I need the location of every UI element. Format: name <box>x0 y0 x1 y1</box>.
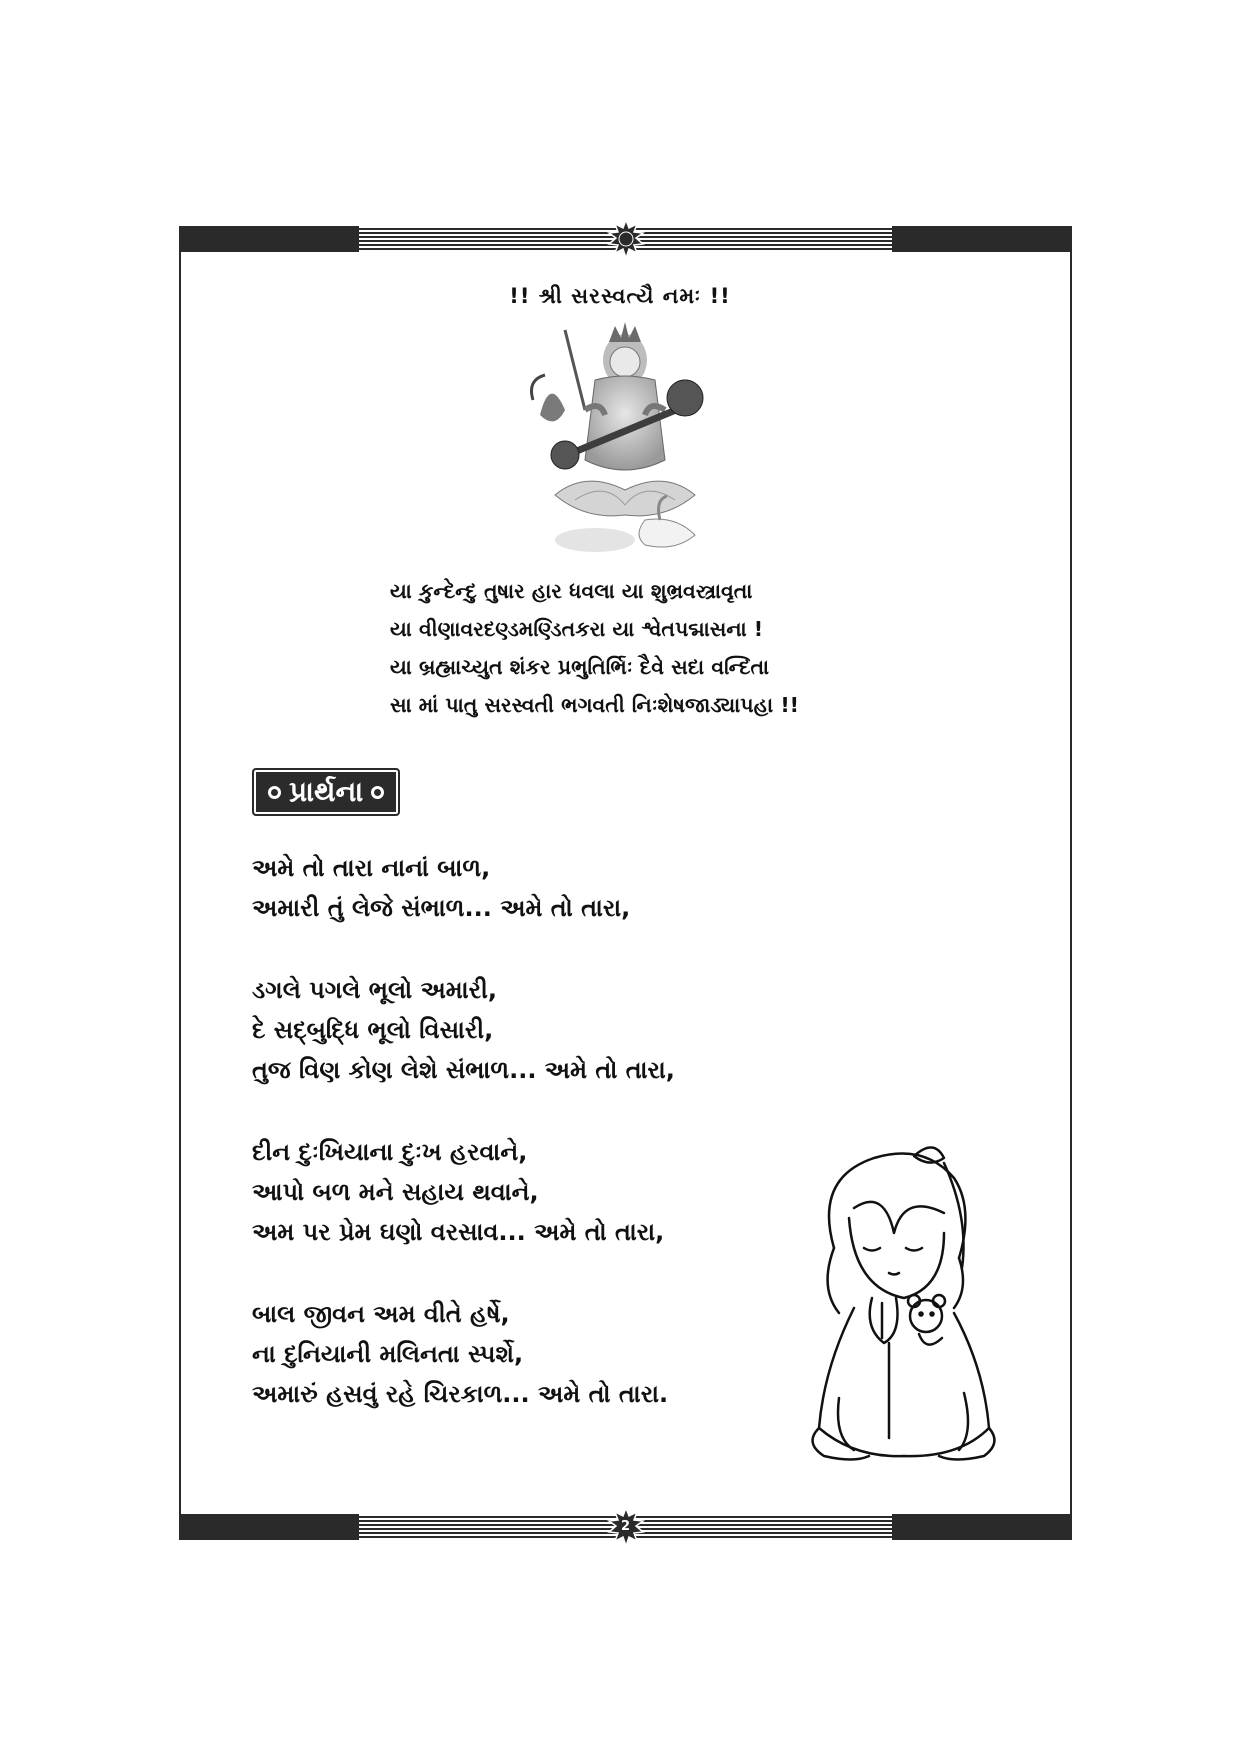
shloka-line: યા બ્રહ્માચ્યુત શંકર પ્રભુતિર્ભિઃ દૈવે સદા વન્દિતા <box>390 655 770 679</box>
invocation-heading: !! શ્રી સરસ્વત્યૈ નમઃ !! <box>509 284 731 308</box>
bottom-border-band <box>179 1514 1072 1540</box>
saraswati-image <box>525 320 725 560</box>
poem-line: દીન દુઃખિયાના દુઃખ હરવાને, <box>252 1138 528 1166</box>
poem-stanza <box>252 848 812 928</box>
poem-line: આપો બળ મને સહાય થવાને, <box>252 1178 539 1206</box>
ring-icon <box>268 786 281 799</box>
shloka-line: યા વીણાવરદણ્ડમણ્ડિતકરા યા શ્વેતપદ્માસના ! <box>390 617 764 641</box>
shloka-line: સા માં પાતુ સરસ્વતી ભગવતી નિઃશેષજાડ્યાપહા !! <box>390 693 800 717</box>
section-title: પ્રાર્થના <box>289 775 364 808</box>
poem-line: બાલ જીવન અમ વીતે હર્ષે, <box>252 1300 510 1328</box>
poem-line: અમારી તું લેજે સંભાળ... અમે તો તારા, <box>252 894 631 922</box>
poem-line: અમ પર પ્રેમ ઘણો વરસાવ... અમે તો તારા, <box>252 1218 665 1246</box>
page-number-medallion <box>606 1507 646 1547</box>
page-number: 2 <box>620 1519 631 1534</box>
section-heading <box>252 768 400 816</box>
praying-girl-illustration <box>794 1138 1004 1468</box>
sun-medallion-icon <box>606 219 646 259</box>
ring-icon <box>371 786 384 799</box>
poem-line: દે સદ્‌બુદ્ધિ ભૂલો વિસારી, <box>252 1016 494 1044</box>
poem-line: તુજ વિણ કોણ લેશે સંભાળ... અમે તો તારા, <box>252 1056 675 1084</box>
poem-line: અમે તો તારા નાનાં બાળ, <box>252 854 491 882</box>
top-border-band <box>179 226 1072 252</box>
poem-line: ડગલે પગલે ભૂલો અમારી, <box>252 976 498 1004</box>
poem-line: ના દુનિયાની મલિનતા સ્પર્શે, <box>252 1340 524 1368</box>
poem-stanza <box>252 1132 812 1252</box>
poem-stanza <box>252 970 812 1090</box>
poem-line: અમારું હસવું રહે ચિરકાળ... અમે તો તારા. <box>252 1380 669 1408</box>
saraswati-shloka <box>390 572 860 724</box>
prayer-poem <box>252 848 812 1456</box>
poem-stanza <box>252 1294 812 1414</box>
shloka-line: યા કુન્દેન્દુ તુષાર હાર ધવલા યા શુભ્રવસ્ત્રાવૃતા <box>390 579 753 603</box>
